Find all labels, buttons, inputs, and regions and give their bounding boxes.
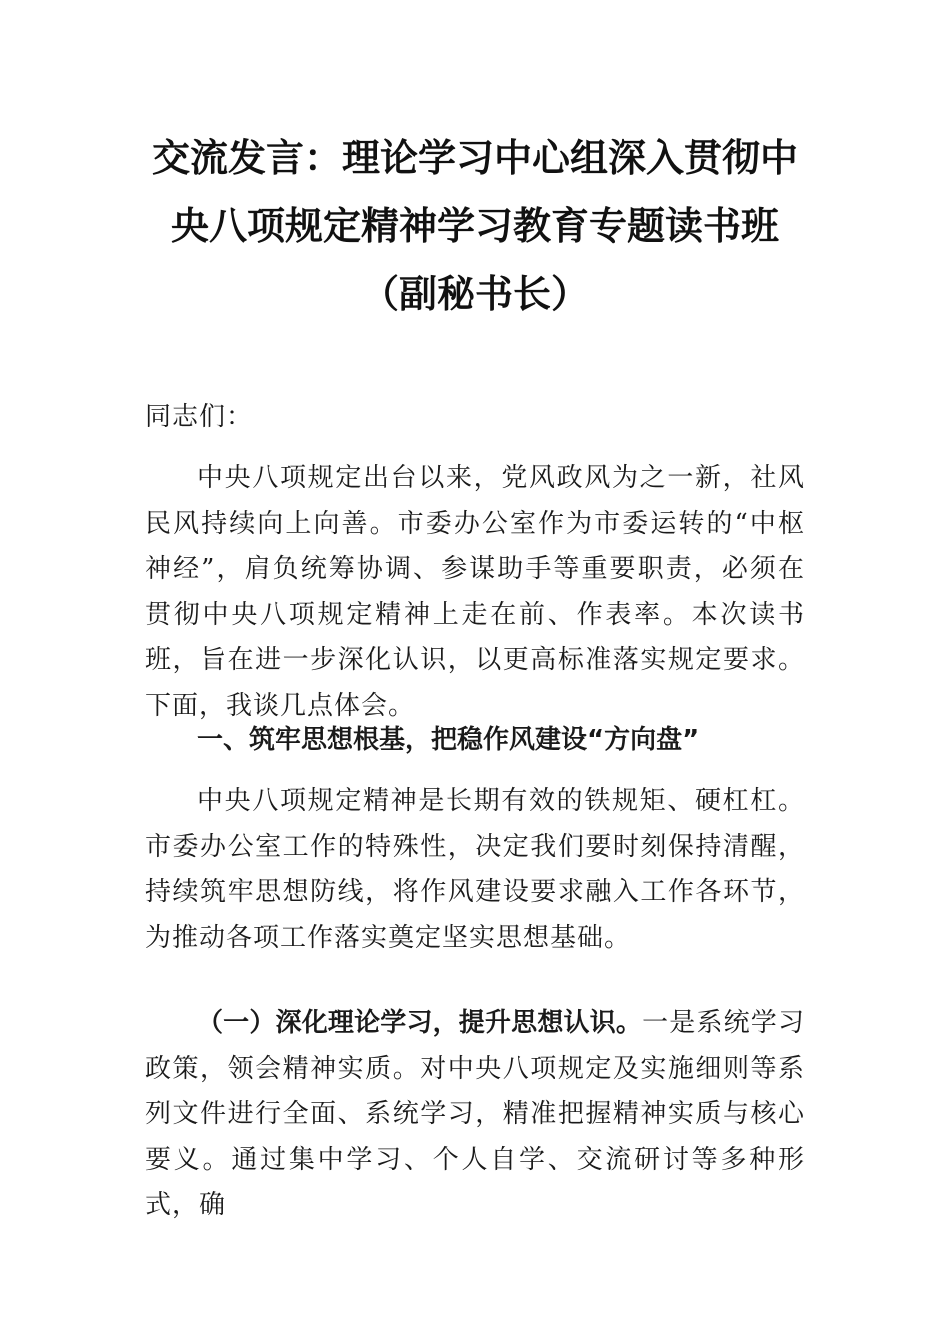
section-heading: 一、筑牢思想根基，把稳作风建设“方向盘”: [197, 725, 700, 755]
salutation: 同志们：: [145, 402, 254, 432]
subsection-paragraph: [145, 1001, 805, 1229]
intro-paragraph: 中央八项规定出台以来，党风政风为之一新，社风民风持续向上向善。市委办公室作为市委运转的“中枢神经”，肩负统筹协调、参谋助手等重要职责，必须在贯彻中央八项规定精神上走在前、作表率。本次读书班，旨在进一步深化认识，以更高标准落实规定要求。下面，我谈几点体会。: [145, 463, 805, 721]
section-paragraph: 中央八项规定精神是长期有效的铁规矩、硬杠杠。市委办公室工作的特殊性，决定我们要时刻保持清醒，持续筑牢思想防线，将作风建设要求融入工作各环节，为推动各项工作落实奠定坚实思想基础。: [145, 786, 805, 953]
document-title: 交流发言：理论学习中心组深入贯彻中央八项规定精神学习教育专题读书班（副秘书长）: [151, 136, 798, 316]
subsection-lead: （一）深化理论学习，提升思想认识。: [197, 1008, 643, 1038]
subsection-text: 一是系统学习政策，领会精神实质。对中央八项规定及实施细则等系列文件进行全面、系统学习，精准把握精神实质与核心要义。通过集中学习、个人自学、交流研讨等多种形式，确: [145, 1008, 805, 1220]
